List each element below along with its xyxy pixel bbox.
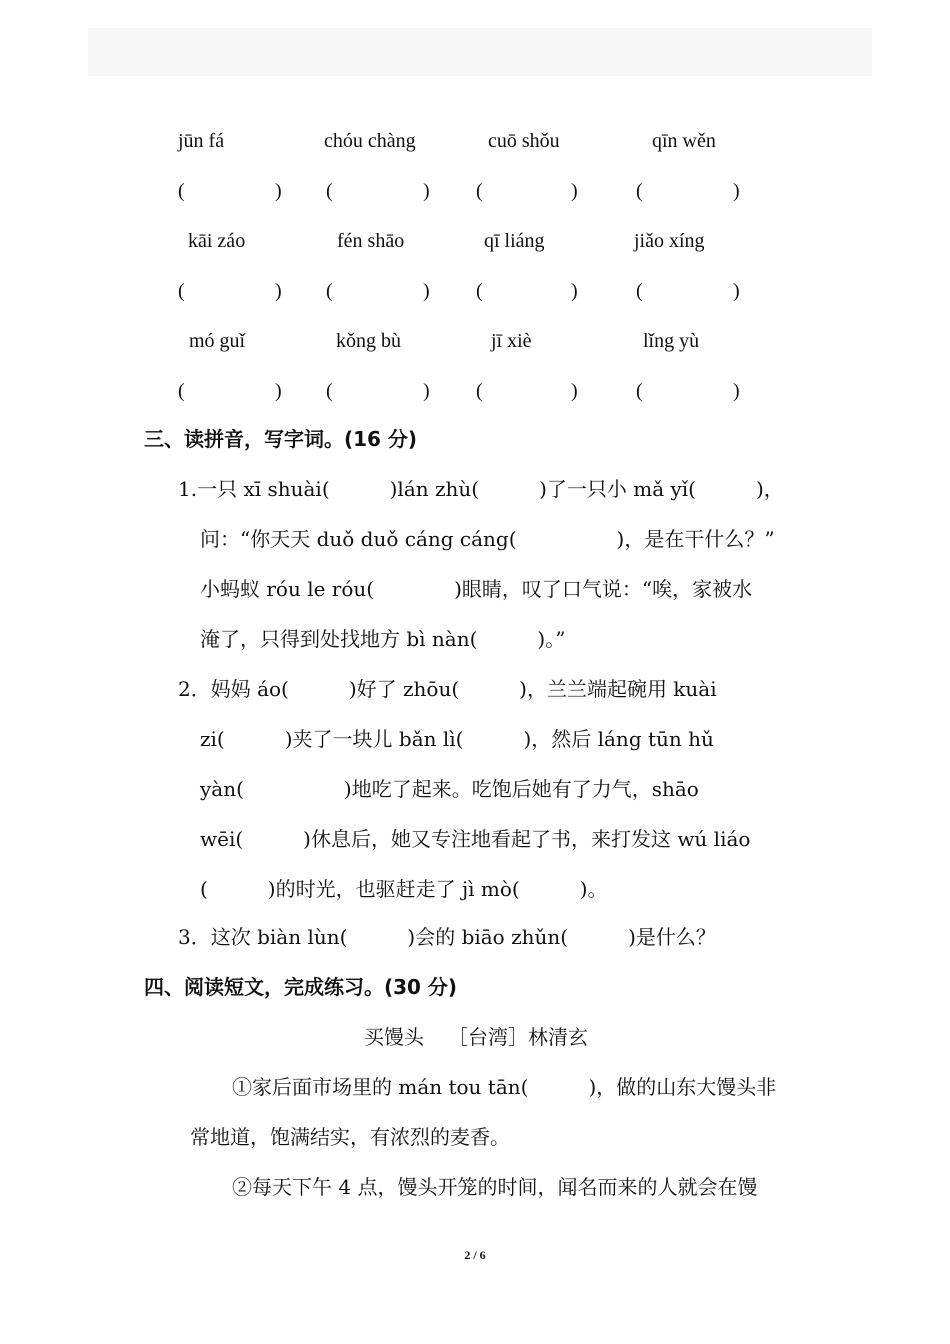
- pinyin-item: jī xiè: [491, 330, 532, 352]
- exercise-line: yàn( )地吃了起来。吃饱后她有了力气，shāo: [200, 777, 699, 801]
- close-paren: ): [571, 180, 578, 202]
- passage-line: ①家后面市场里的 mán tou tān( )，做的山东大馒头非: [232, 1075, 777, 1099]
- header-band: [88, 28, 872, 76]
- exercise-line: 淹了，只得到处找地方 bì nàn( )。”: [200, 627, 566, 651]
- passage-line: ②每天下午 4 点，馒头开笼的时间，闻名而来的人就会在馒: [232, 1175, 758, 1199]
- pinyin-item: jūn fá: [178, 130, 225, 152]
- open-paren: (: [178, 180, 185, 202]
- close-paren: ): [733, 280, 740, 302]
- passage-title: 买馒头: [364, 1025, 424, 1049]
- answer-blank-row: [0, 176, 950, 206]
- exercise-line: ( )的时光，也驱赶走了 jì mò( )。: [200, 877, 608, 901]
- pinyin-row: [0, 226, 950, 256]
- pinyin-item: chóu chàng: [324, 130, 416, 152]
- open-paren: (: [636, 380, 643, 402]
- answer-blank-row: [0, 376, 950, 406]
- answer-blank-row: [0, 276, 950, 306]
- open-paren: (: [476, 180, 483, 202]
- close-paren: ): [423, 380, 430, 402]
- page-number: 2 / 6: [464, 1248, 486, 1262]
- close-paren: ): [571, 280, 578, 302]
- exercise-line: 小蚂蚁 róu le róu( )眼睛，叹了口气说：“唉，家被水: [200, 577, 753, 601]
- pinyin-item: kǒng bù: [336, 330, 401, 352]
- close-paren: ): [733, 380, 740, 402]
- exercise-line: zi( )夹了一块儿 bǎn lì( )，然后 láng tūn hǔ: [200, 727, 714, 751]
- open-paren: (: [326, 280, 333, 302]
- open-paren: (: [326, 380, 333, 402]
- passage-line: 常地道，饱满结实，有浓烈的麦香。: [190, 1125, 510, 1149]
- section-4-heading: 四、阅读短文，完成练习。(30 分): [144, 975, 458, 999]
- pinyin-item: jiǎo xíng: [634, 230, 705, 252]
- pinyin-item: cuō shǒu: [488, 130, 560, 152]
- exercise-line: wēi( )休息后，她又专注地看起了书，来打发这 wú liáo: [200, 827, 751, 851]
- exercise-line: 2．妈妈 áo( )好了 zhōu( )，兰兰端起碗用 kuài: [178, 677, 717, 701]
- open-paren: (: [636, 180, 643, 202]
- pinyin-item: lǐng yù: [643, 330, 700, 352]
- close-paren: ): [275, 280, 282, 302]
- open-paren: (: [476, 380, 483, 402]
- close-paren: ): [571, 380, 578, 402]
- exercise-line: 问：“你天天 duǒ duǒ cáng cáng( )，是在干什么？”: [200, 527, 775, 551]
- open-paren: (: [178, 380, 185, 402]
- open-paren: (: [636, 280, 643, 302]
- pinyin-item: qī liáng: [484, 230, 545, 252]
- close-paren: ): [733, 180, 740, 202]
- close-paren: ): [275, 380, 282, 402]
- pinyin-item: qīn wěn: [652, 130, 716, 152]
- passage-author: ［台湾］林清玄: [448, 1025, 588, 1049]
- section-3-heading: 三、读拼音，写字词。(16 分): [144, 427, 418, 451]
- open-paren: (: [178, 280, 185, 302]
- open-paren: (: [326, 180, 333, 202]
- pinyin-item: mó guǐ: [189, 330, 246, 352]
- passage-title-line: [364, 1022, 588, 1052]
- pinyin-item: kāi záo: [188, 230, 246, 252]
- close-paren: ): [275, 180, 282, 202]
- pinyin-item: fén shāo: [337, 230, 405, 252]
- close-paren: ): [423, 180, 430, 202]
- exercise-line: 3．这次 biàn lùn( )会的 biāo zhǔn( )是什么？: [178, 925, 716, 949]
- close-paren: ): [423, 280, 430, 302]
- pinyin-row: [0, 326, 950, 356]
- open-paren: (: [476, 280, 483, 302]
- exercise-line: 1.一只 xī shuài( )lán zhù( )了一只小 mǎ yǐ( )，: [178, 477, 784, 501]
- pinyin-row: [0, 126, 950, 156]
